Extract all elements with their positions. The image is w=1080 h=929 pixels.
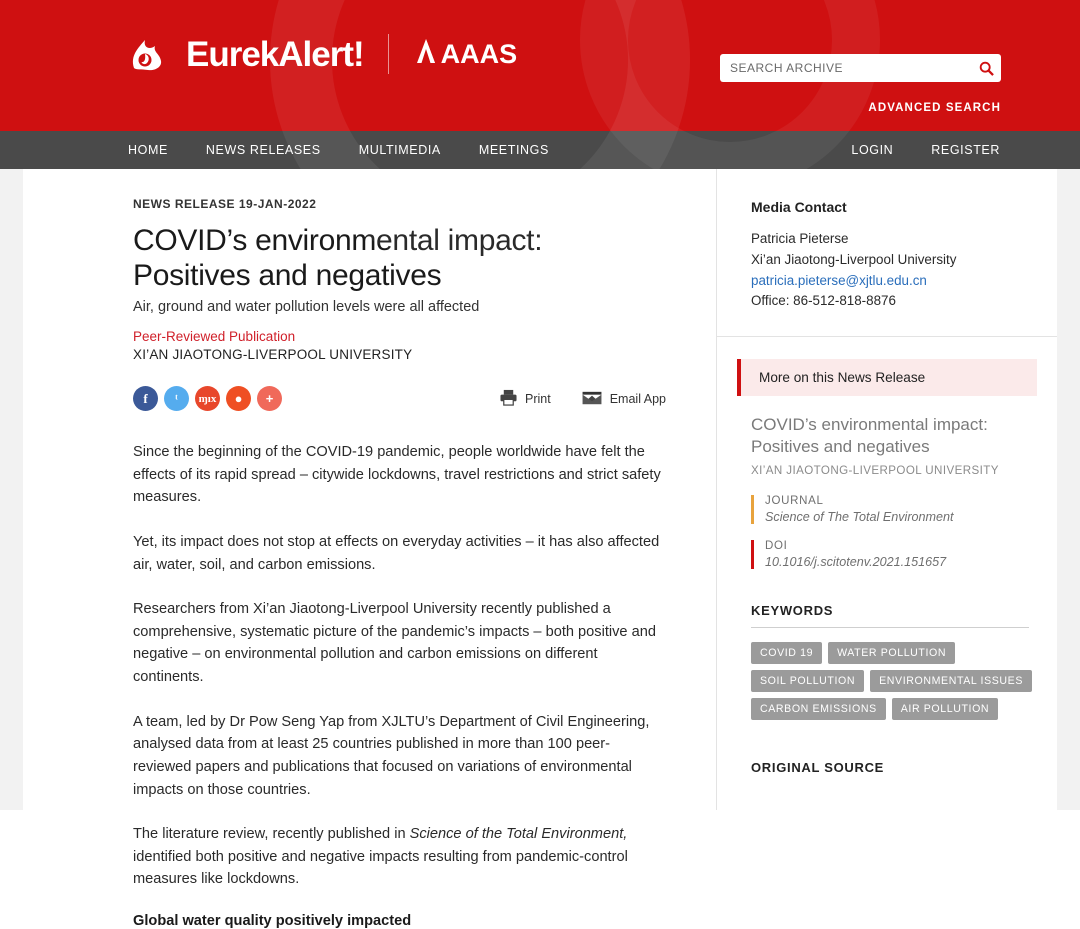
brand-lockup[interactable]	[128, 34, 517, 74]
email-icon	[581, 389, 603, 409]
search-input[interactable]	[720, 61, 971, 75]
article-paragraph: Yet, its impact does not stop at effects on everyday activities – it has also affected air, water, soil, and carbon emissions.	[133, 534, 660, 573]
peer-reviewed-badge: Peer-Reviewed Publication	[133, 329, 296, 345]
keywords-divider	[751, 627, 1029, 628]
print-button[interactable]	[499, 389, 551, 409]
sidebar-divider	[717, 336, 1057, 337]
journal-meta-item	[751, 495, 1029, 524]
doi-label: DOI	[765, 539, 788, 552]
doi-value: 10.1016/j.scitotenv.2021.151657	[765, 554, 947, 569]
left-gutter	[0, 169, 23, 810]
article-tools	[499, 389, 666, 409]
keyword-tag[interactable]: AIR POLLUTION	[892, 698, 998, 720]
flame-icon	[128, 34, 168, 74]
brand-divider	[388, 34, 389, 74]
nav-item-multimedia[interactable]: MULTIMEDIA	[358, 143, 441, 157]
article-body	[133, 441, 666, 929]
paragraph-text-before: The literature review, recently published in	[133, 826, 410, 843]
media-contact-name: Patricia Pieterse	[751, 231, 849, 246]
keywords-list	[717, 642, 1057, 720]
mix-share-icon[interactable]: ɱıx	[195, 386, 220, 411]
keyword-tag[interactable]: COVID 19	[751, 642, 822, 664]
article-paragraph-journal	[133, 823, 666, 891]
journal-name-emphasis: Science of the Total Environment,	[409, 826, 628, 843]
more-on-release-body	[717, 396, 1057, 595]
more-release-title: COVID’s environmental impact: Positives and negatives	[751, 415, 988, 456]
nav-item-news-releases[interactable]: NEWS RELEASES	[205, 143, 321, 157]
print-label: Print	[525, 391, 551, 406]
aaas-logo[interactable]	[413, 37, 518, 72]
right-gutter	[1057, 169, 1080, 810]
keyword-tag[interactable]: SOIL POLLUTION	[751, 670, 864, 692]
aaas-triangle-icon	[413, 37, 439, 72]
share-toolbar	[133, 386, 666, 411]
content-area	[0, 169, 1080, 929]
release-date-eyebrow: NEWS RELEASE 19-JAN-2022	[133, 197, 317, 211]
journal-label: JOURNAL	[765, 494, 824, 507]
facebook-share-icon[interactable]: f	[133, 386, 158, 411]
article-paragraph: A team, led by Dr Pow Seng Yap from XJLTU’s Department of Civil Engineering, analysed data from at least 25 countries published in more than 100 peer-reviewed papers and publications that focused on variations of environmental impacts on those countries.	[133, 713, 650, 798]
advanced-search-link[interactable]: ADVANCED SEARCH	[868, 102, 1001, 114]
nav-right-group	[851, 143, 1000, 157]
twitter-share-icon[interactable]: ᵗ	[164, 386, 189, 411]
email-app-label: Email App	[609, 391, 666, 406]
share-icons-group	[133, 386, 282, 411]
more-release-org: XI’AN JIAOTONG-LIVERPOOL UNIVERSITY	[751, 463, 999, 477]
keyword-tag[interactable]: WATER POLLUTION	[828, 642, 955, 664]
journal-value: Science of The Total Environment	[765, 509, 954, 524]
nav-item-register[interactable]: REGISTER	[931, 143, 1000, 157]
more-share-icon[interactable]: +	[257, 386, 282, 411]
email-app-button[interactable]	[581, 389, 666, 409]
article-subtitle: Air, ground and water pollution levels were all affected	[133, 299, 480, 316]
search-icon[interactable]	[971, 54, 1001, 82]
media-contact-email-link[interactable]: patricia.pieterse@xjtlu.edu.cn	[751, 272, 927, 288]
original-source-heading: ORIGINAL SOURCE	[751, 759, 885, 775]
site-header	[0, 0, 1080, 131]
article-column	[23, 169, 716, 929]
article-paragraph: Researchers from Xi’an Jiaotong-Liverpool University recently published a comprehensive, systematic picture of the pandemic’s impacts – both positive and negative – on environmental pollution and carbon emissions on different continents.	[133, 601, 656, 686]
nav-item-login[interactable]: LOGIN	[851, 143, 894, 157]
media-contact-block	[717, 169, 1057, 336]
doi-meta-item	[751, 540, 1029, 569]
media-contact-office: Office: 86-512-818-8876	[751, 293, 896, 309]
media-contact-org: Xi’an Jiaotong-Liverpool University	[751, 251, 957, 267]
nav-item-meetings[interactable]: MEETINGS	[478, 143, 549, 157]
aaas-label: AAAS	[440, 38, 518, 69]
keyword-tag[interactable]: ENVIRONMENTAL ISSUES	[870, 670, 1032, 692]
nav-item-home[interactable]: HOME	[128, 143, 168, 157]
paragraph-text-after: identified both positive and negative impacts resulting from pandemic-control measures like lockdowns.	[133, 848, 628, 888]
article-paragraph: Since the beginning of the COVID-19 pandemic, people worldwide have felt the effects of its rapid spread – citywide lockdowns, travel restrictions and strict safety measures.	[133, 444, 661, 506]
more-on-release-bar: More on this News Release	[737, 359, 1037, 396]
media-contact-heading: Media Contact	[751, 199, 847, 215]
printer-icon	[499, 389, 518, 409]
article-organization: XI’AN JIAOTONG-LIVERPOOL UNIVERSITY	[133, 347, 413, 363]
page-title: COVID’s environmental impact: Positives and negatives	[133, 224, 543, 293]
reddit-share-icon[interactable]: ●	[226, 386, 251, 411]
keyword-tag[interactable]: CARBON EMISSIONS	[751, 698, 886, 720]
media-contact-email-row	[751, 271, 1029, 292]
sidebar	[716, 169, 1057, 810]
keywords-heading: KEYWORDS	[751, 602, 834, 618]
section-heading: Global water quality positively impacted	[133, 912, 412, 929]
search-bar[interactable]	[720, 54, 1001, 82]
site-logo-text: EurekAlert!	[186, 34, 364, 74]
